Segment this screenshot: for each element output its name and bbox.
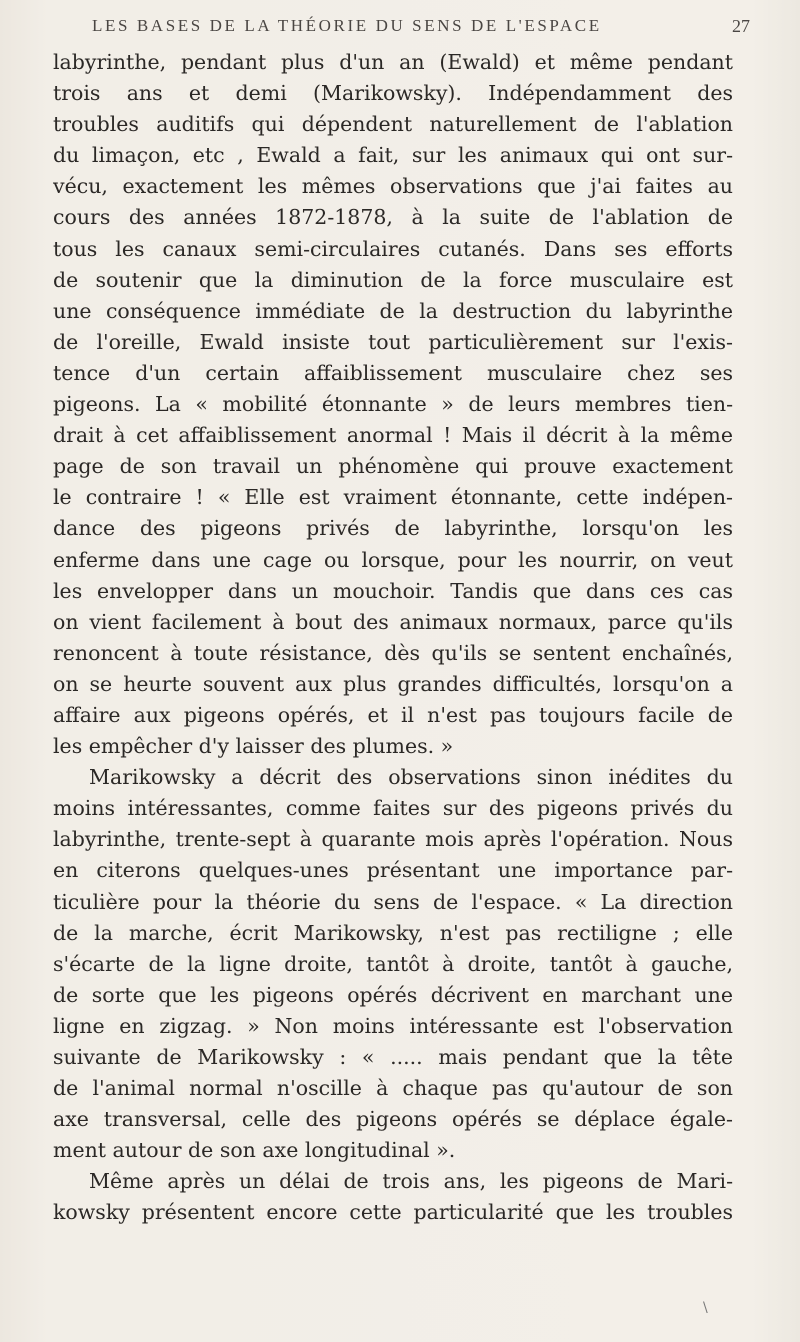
text-line: de l'oreille, Ewald insiste tout particulièrement sur l'exis- [53,329,733,354]
body-text [53,47,733,1229]
text-line: axe transversal, celle des pigeons opérés se déplace égale- [53,1107,733,1132]
page-speck: \ [703,1300,708,1316]
text-line: page de son travail un phénomène qui prouve exactement [53,454,733,479]
text-line: cours des années 1872-1878, à la suite de l'ablation de [53,205,733,230]
text-line: trois ans et demi (Marikowsky). Indépendamment des [53,81,733,106]
text-line: on vient facilement à bout des animaux normaux, parce qu'ils [53,609,733,634]
text-line: labyrinthe, trente-sept à quarante mois après l'opération. Nous [53,827,733,852]
text-line: ment autour de son axe longitudinal ». [53,1138,456,1163]
text-line: troubles auditifs qui dépendent naturellement de l'ablation [53,112,733,137]
text-line: drait à cet affaiblissement anormal ! Mais il décrit à la même [53,423,733,448]
text-line: tence d'un certain affaiblissement musculaire chez ses [53,360,733,385]
text-line: dance des pigeons privés de labyrinthe, lorsqu'on les [53,516,733,541]
text-line: moins intéressantes, comme faites sur des pigeons privés du [53,796,733,821]
text-line: on se heurte souvent aux plus grandes difficultés, lorsqu'on a [53,671,733,696]
page-number: 27 [732,16,750,36]
text-line: une conséquence immédiate de la destruction du labyrinthe [53,298,733,323]
text-line: les envelopper dans un mouchoir. Tandis que dans ces cas [53,578,733,603]
text-line: suivante de Marikowsky : « ..... mais pendant que la tête [53,1045,733,1069]
text-line: du limaçon, etc , Ewald a fait, sur les animaux qui ont sur- [53,143,733,168]
text-line: vécu, exactement les mêmes observations que j'ai faites au [53,174,733,199]
text-line: ticulière pour la théorie du sens de l'espace. « La direction [53,889,733,914]
text-line: les empêcher d'y laisser des plumes. » [53,734,454,759]
text-line: ligne en zigzag. » Non moins intéressante est l'observation [53,1013,733,1038]
text-line: en citerons quelques-unes présentant une importance par- [53,858,733,883]
running-head [70,16,750,42]
text-line: Marikowsky a décrit des observations sinon inédites du [89,765,733,790]
text-line: kowsky présentent encore cette particularité que les troubles [53,1200,733,1225]
text-line: s'écarte de la ligne droite, tantôt à droite, tantôt à gauche, [53,951,733,976]
text-line: enferme dans une cage ou lorsque, pour les nourrir, on veut [53,547,733,572]
text-line: renoncent à toute résistance, dès qu'ils se sentent enchaînés, [53,640,733,665]
text-line: le contraire ! « Elle est vraiment étonnante, cette indépen- [53,485,733,510]
text-line: Même après un délai de trois ans, les pigeons de Mari- [89,1169,733,1194]
text-line: tous les canaux semi-circulaires cutanés. Dans ses efforts [53,236,733,261]
text-line: de sorte que les pigeons opérés décrivent en marchant une [53,982,733,1007]
text-line: affaire aux pigeons opérés, et il n'est pas toujours facile de [53,702,733,727]
running-title: LES BASES DE LA THÉORIE DU SENS DE L'ESPACE [92,16,602,35]
text-line: de la marche, écrit Marikowsky, n'est pas rectiligne ; elle [53,920,733,945]
text-line: pigeons. La « mobilité étonnante » de leurs membres tien- [53,392,733,417]
text-line: de l'animal normal n'oscille à chaque pas qu'autour de son [53,1076,733,1101]
text-line: labyrinthe, pendant plus d'un an (Ewald) et même pendant [53,50,733,74]
text-line: de soutenir que la diminution de la force musculaire est [53,267,733,292]
